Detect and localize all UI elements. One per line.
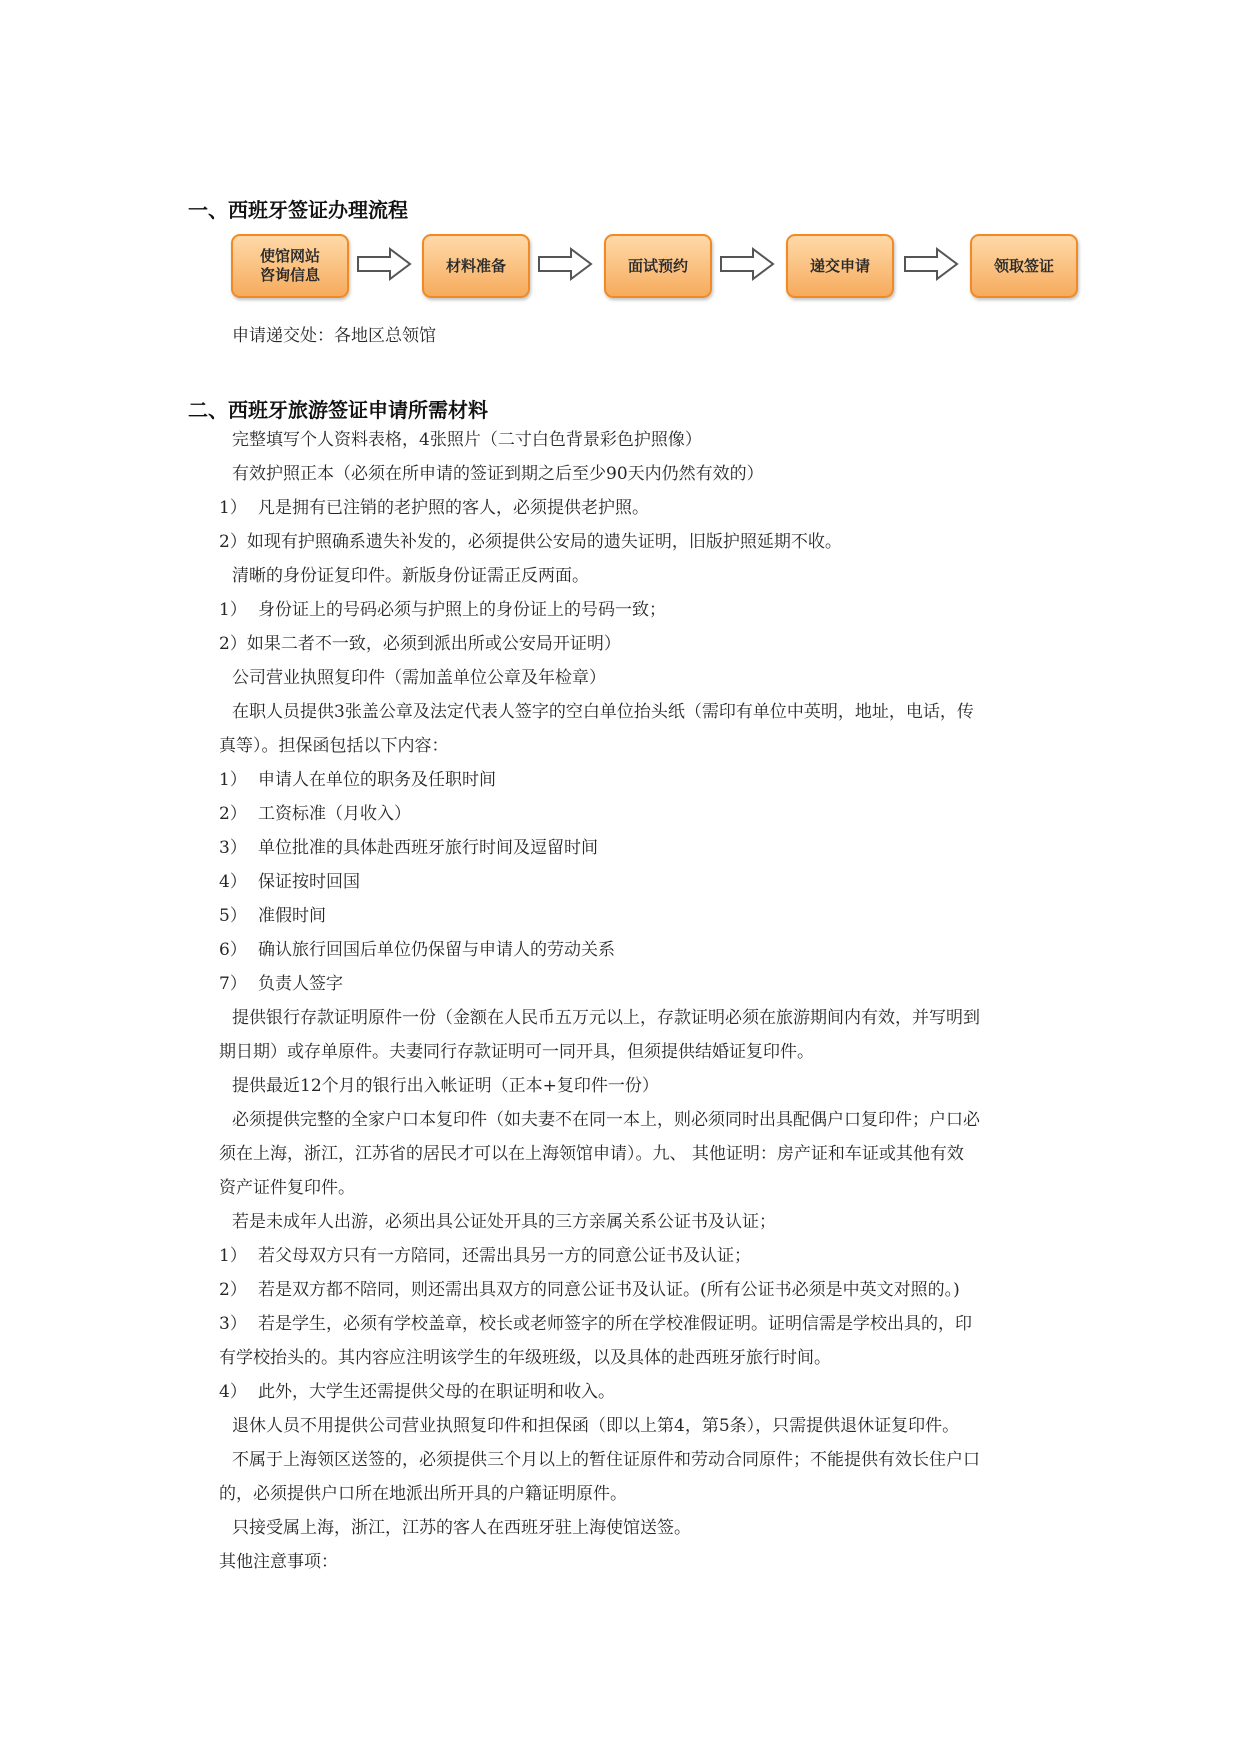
submit-location: 申请递交处：各地区总领馆 bbox=[232, 326, 436, 346]
requirement-line: 退休人员不用提供公司营业执照复印件和担保函（即以上第4，第5条），只需提供退休证复印件。 bbox=[232, 1416, 960, 1436]
other-notes-heading: 其他注意事项： bbox=[219, 1552, 338, 1572]
arrow-right-icon bbox=[356, 246, 412, 282]
requirement-line: 有学校抬头的。其内容应注明该学生的年级班级，以及具体的赴西班牙旅行时间。 bbox=[219, 1348, 831, 1368]
numbered-item: 7） 负责人签字 bbox=[219, 974, 343, 994]
numbered-item: 2） 若是双方都不陪同，则还需出具双方的同意公证书及认证。(所有公证书必须是中英文对照的。) bbox=[219, 1280, 960, 1300]
numbered-item: 1） 凡是拥有已注销的老护照的客人，必须提供老护照。 bbox=[219, 498, 649, 518]
numbered-item: 4） 此外，大学生还需提供父母的在职证明和收入。 bbox=[219, 1382, 615, 1402]
section-1-title: 一、西班牙签证办理流程 bbox=[188, 198, 408, 222]
numbered-item: 1） 申请人在单位的职务及任职时间 bbox=[219, 770, 496, 790]
requirement-line: 只接受属上海，浙江，江苏的客人在西班牙驻上海使馆送签。 bbox=[232, 1518, 691, 1538]
requirement-line: 资产证件复印件。 bbox=[219, 1178, 355, 1198]
requirement-line: 不属于上海领区送签的，必须提供三个月以上的暂住证原件和劳动合同原件；不能提供有效长住户口 bbox=[232, 1450, 980, 1470]
requirement-line: 2）如现有护照确系遗失补发的，必须提供公安局的遗失证明，旧版护照延期不收。 bbox=[219, 532, 842, 552]
requirement-line: 完整填写个人资料表格，4张照片（二寸白色背景彩色护照像） bbox=[232, 430, 702, 450]
requirement-line: 须在上海，浙江，江苏省的居民才可以在上海领馆申请）。九、 其他证明：房产证和车证或其他有效 bbox=[219, 1144, 964, 1164]
requirement-line: 2）如果二者不一致，必须到派出所或公安局开证明） bbox=[219, 634, 621, 654]
flow-step-collect-visa: 领取签证 bbox=[970, 234, 1078, 298]
numbered-item: 6） 确认旅行回国后单位仍保留与申请人的劳动关系 bbox=[219, 940, 615, 960]
requirement-line: 期日期）或存单原件。夫妻同行存款证明可一同开具，但须提供结婚证复印件。 bbox=[219, 1042, 814, 1062]
flow-step-embassy-website: 使馆网站 咨询信息 bbox=[231, 234, 349, 298]
requirement-line: 真等）。担保函包括以下内容： bbox=[219, 736, 449, 756]
requirement-line: 必须提供完整的全家户口本复印件（如夫妻不在同一本上，则必须同时出具配偶户口复印件；户口必 bbox=[232, 1110, 980, 1130]
numbered-item: 1） 若父母双方只有一方陪同，还需出具另一方的同意公证书及认证； bbox=[219, 1246, 751, 1266]
requirement-line: 公司营业执照复印件（需加盖单位公章及年检章） bbox=[232, 668, 606, 688]
numbered-item: 2） 工资标准（月收入） bbox=[219, 804, 411, 824]
arrow-right-icon bbox=[903, 246, 959, 282]
numbered-item: 1） 身份证上的号码必须与护照上的身份证上的号码一致； bbox=[219, 600, 666, 620]
requirement-line: 有效护照正本（必须在所申请的签证到期之后至少90天内仍然有效的） bbox=[232, 464, 764, 484]
section-2-title: 二、西班牙旅游签证申请所需材料 bbox=[188, 398, 488, 422]
requirement-line: 若是未成年人出游，必须出具公证处开具的三方亲属关系公证书及认证； bbox=[232, 1212, 776, 1232]
requirement-line: 在职人员提供3张盖公章及法定代表人签字的空白单位抬头纸（需印有单位中英明，地址，电话，传 bbox=[232, 702, 974, 722]
flow-step-prepare-materials: 材料准备 bbox=[422, 234, 530, 298]
arrow-right-icon bbox=[537, 246, 593, 282]
flow-step-submit-application: 递交申请 bbox=[786, 234, 894, 298]
numbered-item: 3） 单位批准的具体赴西班牙旅行时间及逗留时间 bbox=[219, 838, 598, 858]
process-flowchart bbox=[231, 234, 1081, 304]
requirement-line: 清晰的身份证复印件。新版身份证需正反两面。 bbox=[232, 566, 589, 586]
numbered-item: 3） 若是学生，必须有学校盖章，校长或老师签字的所在学校准假证明。证明信需是学校出具的，印 bbox=[219, 1314, 972, 1334]
requirement-line: 提供最近12个月的银行出入帐证明（正本+复印件一份） bbox=[232, 1076, 659, 1096]
numbered-item: 5） 准假时间 bbox=[219, 906, 326, 926]
flow-step-interview-appointment: 面试预约 bbox=[604, 234, 712, 298]
numbered-item: 4） 保证按时回国 bbox=[219, 872, 360, 892]
requirement-line: 提供银行存款证明原件一份（金额在人民币五万元以上，存款证明必须在旅游期间内有效，并写明到 bbox=[232, 1008, 980, 1028]
arrow-right-icon bbox=[719, 246, 775, 282]
requirement-line: 的，必须提供户口所在地派出所开具的户籍证明原件。 bbox=[219, 1484, 627, 1504]
